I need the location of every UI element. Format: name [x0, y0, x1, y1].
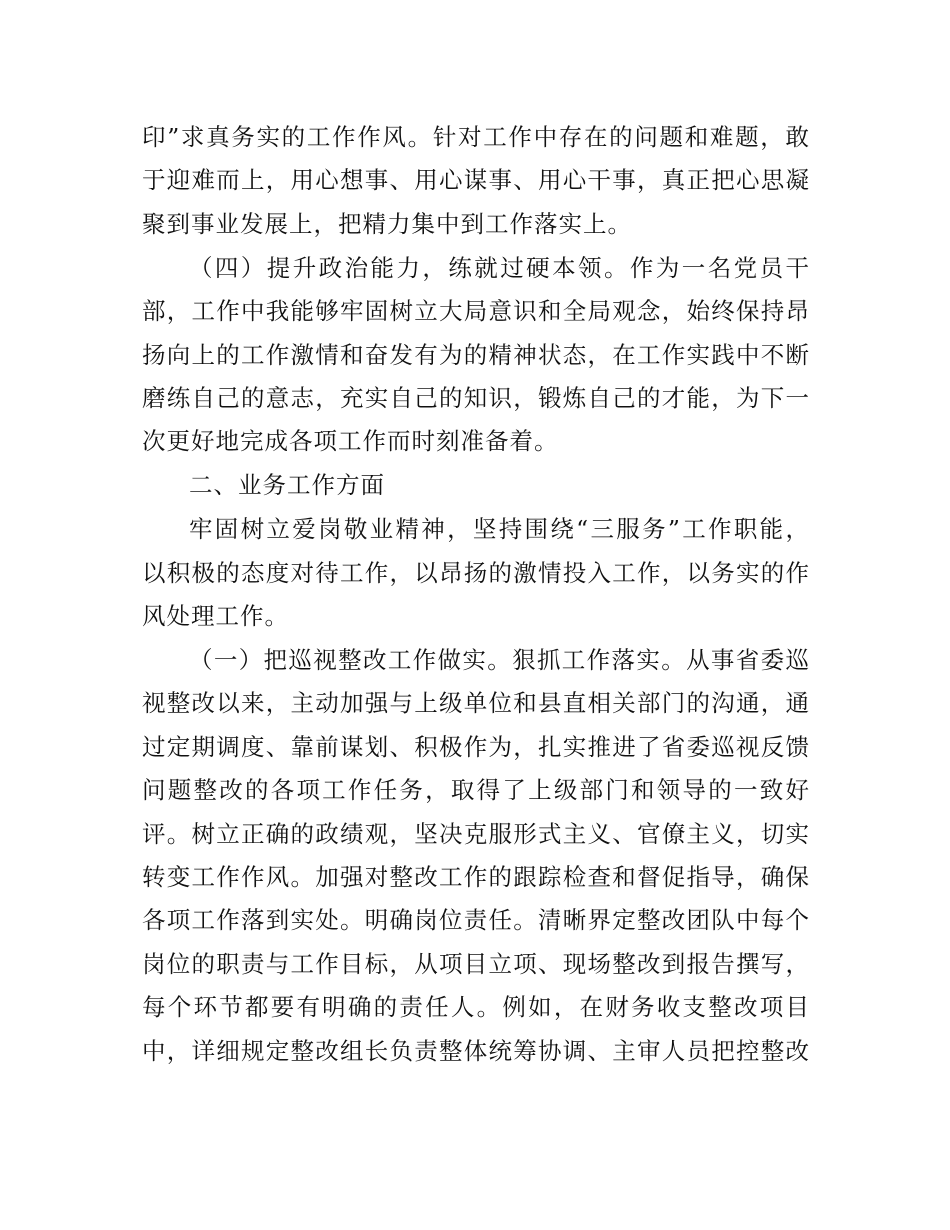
- text-line: 中，详细规定整改组长负责整体统筹协调、主审人员把控整改: [142, 1036, 810, 1065]
- text-line: 印”求真务实的工作作风。针对工作中存在的问题和难题，敢: [142, 123, 810, 151]
- text-line: 扬向上的工作激情和奋发有为的精神状态，在工作实践中不断: [142, 340, 810, 369]
- text-line: 聚到事业发展上，把精力集中到工作落实上。: [142, 209, 632, 238]
- text-line: 于迎难而上，用心想事、用心谋事、用心干事，真正把心思凝: [142, 166, 810, 195]
- text-line: 磨练自己的意志，充实自己的知识，锻炼自己的才能，为下一: [142, 383, 810, 412]
- paragraph-inspection-rectification: [142, 639, 810, 1073]
- text-line: 转变工作作风。加强对整改工作的跟踪检查和督促指导，确保: [142, 863, 810, 892]
- text-line: 牢固树立爱岗敬业精神，坚持围绕“三服务”工作职能，: [189, 515, 810, 544]
- text-line: 各项工作落到实处。明确岗位责任。清晰界定整改团队中每个: [142, 906, 810, 935]
- document-body: [142, 116, 810, 1073]
- text-line: 问题整改的各项工作任务，取得了上级部门和领导的一致好: [142, 776, 810, 805]
- section-heading: 二、业务工作方面: [189, 471, 385, 500]
- paragraph-political-ability: [142, 247, 810, 464]
- text-line: 风处理工作。: [142, 602, 289, 631]
- text-line: 每个环节都要有明确的责任人。例如，在财务收支整改项目: [142, 993, 810, 1022]
- paragraph-dedication: [142, 508, 810, 638]
- text-line: 评。树立正确的政绩观，坚决克服形式主义、官僚主义，切实: [142, 819, 810, 848]
- text-line: 过定期调度、靠前谋划、积极作为，扎实推进了省委巡视反馈: [142, 732, 810, 761]
- text-line: 视整改以来，主动加强与上级单位和县直相关部门的沟通，通: [142, 689, 810, 718]
- text-line: 部，工作中我能够牢固树立大局意识和全局观念，始终保持昂: [142, 297, 810, 326]
- text-line: （一）把巡视整改工作做实。狠抓工作落实。从事省委巡: [189, 646, 810, 675]
- text-line: 以积极的态度对待工作，以昂扬的激情投入工作，以务实的作: [142, 558, 810, 587]
- text-line: 次更好地完成各项工作而时刻准备着。: [142, 427, 559, 456]
- text-line: 岗位的职责与工作目标，从项目立项、现场整改到报告撰写，: [142, 949, 810, 978]
- text-line: （四）提升政治能力，练就过硬本领。作为一名党员干: [189, 253, 810, 282]
- section-heading-business-work: [142, 464, 810, 507]
- paragraph-work-style: [142, 116, 810, 246]
